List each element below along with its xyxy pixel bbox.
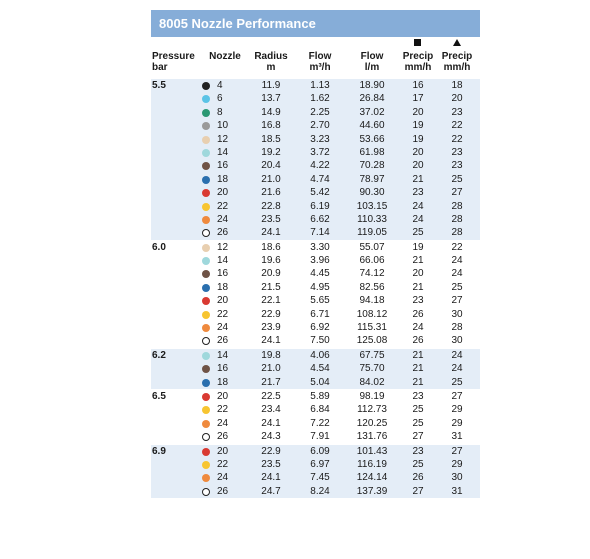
table-row bbox=[151, 403, 480, 416]
nozzle-size: 22 bbox=[217, 404, 229, 416]
precip-triangle-value: 29 bbox=[451, 417, 463, 429]
nozzle-color-icon bbox=[202, 365, 210, 373]
square-icon bbox=[414, 39, 421, 46]
flow-m3h-value: 5.89 bbox=[310, 390, 330, 402]
flow-m3h-value: 7.22 bbox=[310, 417, 330, 429]
flow-lm-value: 44.60 bbox=[359, 120, 385, 132]
flow-lm-value: 103.15 bbox=[356, 200, 388, 212]
precip-triangle-value: 25 bbox=[451, 281, 463, 293]
radius-value: 22.5 bbox=[261, 390, 281, 402]
table-row bbox=[151, 445, 480, 458]
header-radius-label: Radius bbox=[254, 51, 288, 62]
precip-square-value: 27 bbox=[412, 485, 424, 497]
header-precip-square-label: Precip bbox=[402, 51, 434, 62]
flow-m3h-value: 5.04 bbox=[310, 376, 330, 388]
header-flow-lm-label: Flow bbox=[360, 51, 384, 62]
table-body bbox=[151, 79, 480, 498]
flow-lm-value: 78.97 bbox=[359, 173, 385, 185]
flow-lm-value: 84.02 bbox=[359, 376, 385, 388]
flow-lm-value: 108.12 bbox=[356, 308, 388, 320]
radius-value: 20.9 bbox=[261, 268, 281, 280]
flow-m3h-value: 3.72 bbox=[310, 146, 330, 158]
precip-triangle-value: 27 bbox=[451, 295, 463, 307]
table-row bbox=[151, 226, 480, 239]
flow-lm-value: 26.84 bbox=[359, 93, 385, 105]
nozzle-color-icon bbox=[202, 216, 210, 224]
flow-m3h-value: 6.92 bbox=[310, 322, 330, 334]
nozzle-color-icon bbox=[202, 270, 210, 278]
table-row bbox=[151, 173, 480, 186]
precip-square-value: 23 bbox=[412, 295, 424, 307]
flow-m3h-value: 5.65 bbox=[310, 295, 330, 307]
nozzle-size: 6 bbox=[217, 93, 223, 105]
flow-m3h-value: 1.62 bbox=[310, 93, 330, 105]
precip-triangle-value: 27 bbox=[451, 445, 463, 457]
table-row bbox=[151, 241, 480, 254]
table-row bbox=[151, 458, 480, 471]
flow-m3h-value: 4.45 bbox=[310, 268, 330, 280]
pressure-group bbox=[151, 348, 480, 389]
header-precip-triangle bbox=[440, 51, 474, 73]
pressure-group bbox=[151, 444, 480, 499]
nozzle-color-icon bbox=[202, 311, 210, 319]
radius-value: 21.0 bbox=[261, 363, 281, 375]
flow-m3h-value: 4.06 bbox=[310, 349, 330, 361]
pressure-group bbox=[151, 240, 480, 348]
table-row bbox=[151, 254, 480, 267]
precip-triangle-value: 25 bbox=[451, 173, 463, 185]
flow-lm-value: 116.19 bbox=[357, 458, 387, 470]
radius-value: 19.6 bbox=[261, 255, 281, 267]
table-row bbox=[151, 334, 480, 347]
nozzle-size: 8 bbox=[217, 106, 223, 118]
radius-value: 19.8 bbox=[261, 349, 281, 361]
flow-m3h-value: 3.23 bbox=[310, 133, 330, 145]
nozzle-color-icon bbox=[202, 149, 210, 157]
precip-triangle-value: 30 bbox=[451, 335, 463, 347]
table-row bbox=[151, 376, 480, 389]
pressure-group bbox=[151, 389, 480, 444]
precip-triangle-value: 30 bbox=[451, 308, 463, 320]
nozzle-size: 16 bbox=[217, 363, 229, 375]
header-nozzle-label: Nozzle bbox=[209, 51, 241, 62]
nozzle-color-icon bbox=[202, 109, 210, 117]
table-row bbox=[151, 485, 480, 498]
table-row bbox=[151, 213, 480, 226]
nozzle-size: 20 bbox=[217, 187, 229, 199]
header-flow-m3h-label: Flow bbox=[308, 51, 332, 62]
triangle-icon bbox=[453, 39, 461, 46]
precip-triangle-value: 27 bbox=[451, 390, 463, 402]
flow-m3h-value: 7.91 bbox=[310, 431, 330, 443]
precip-square-value: 26 bbox=[412, 335, 424, 347]
nozzle-size: 20 bbox=[217, 390, 229, 402]
precip-square-value: 21 bbox=[412, 281, 424, 293]
nozzle-size: 12 bbox=[217, 133, 229, 145]
radius-value: 23.9 bbox=[261, 322, 281, 334]
flow-lm-value: 120.25 bbox=[356, 417, 388, 429]
radius-value: 24.1 bbox=[261, 227, 281, 239]
flow-lm-value: 98.19 bbox=[359, 390, 385, 402]
flow-lm-value: 101.43 bbox=[356, 445, 388, 457]
pressure-value: 6.2 bbox=[152, 349, 166, 361]
flow-m3h-value: 6.09 bbox=[310, 445, 330, 457]
table-row bbox=[151, 119, 480, 132]
radius-value: 24.7 bbox=[261, 485, 281, 497]
nozzle-color-icon bbox=[202, 352, 210, 360]
nozzle-size: 24 bbox=[217, 472, 229, 484]
flow-m3h-value: 4.95 bbox=[310, 281, 330, 293]
table-row bbox=[151, 186, 480, 199]
nozzle-color-icon bbox=[202, 257, 210, 265]
precip-square-value: 25 bbox=[412, 458, 424, 470]
table-header bbox=[151, 37, 480, 79]
nozzle-color-icon bbox=[202, 82, 210, 90]
precip-square-value: 21 bbox=[412, 349, 424, 361]
table-row bbox=[151, 146, 480, 159]
flow-lm-value: 112.73 bbox=[357, 404, 387, 416]
nozzle-color-icon bbox=[202, 324, 210, 332]
flow-lm-value: 67.75 bbox=[359, 349, 385, 361]
flow-m3h-value: 7.50 bbox=[310, 335, 330, 347]
radius-value: 22.8 bbox=[261, 200, 281, 212]
nozzle-color-icon bbox=[202, 420, 210, 428]
header-pressure bbox=[152, 51, 195, 73]
nozzle-color-icon bbox=[202, 433, 210, 441]
table-title: 8005 Nozzle Performance bbox=[151, 10, 480, 37]
flow-lm-value: 18.90 bbox=[359, 80, 385, 91]
nozzle-size: 14 bbox=[217, 349, 229, 361]
header-flow-lm-unit: l/m bbox=[364, 62, 380, 73]
radius-value: 14.9 bbox=[261, 106, 281, 118]
flow-lm-value: 66.06 bbox=[359, 255, 385, 267]
nozzle-color-icon bbox=[202, 189, 210, 197]
nozzle-size: 14 bbox=[217, 255, 229, 267]
radius-value: 24.1 bbox=[261, 335, 281, 347]
header-precip-triangle-label: Precip bbox=[441, 51, 473, 62]
nozzle-size: 18 bbox=[217, 376, 229, 388]
flow-m3h-value: 4.74 bbox=[310, 173, 330, 185]
precip-square-value: 23 bbox=[412, 445, 424, 457]
precip-square-value: 20 bbox=[412, 146, 424, 158]
nozzle-size: 22 bbox=[217, 200, 229, 212]
flow-lm-value: 115.31 bbox=[357, 322, 387, 334]
precip-square-value: 25 bbox=[412, 417, 424, 429]
table-row bbox=[151, 79, 480, 92]
nozzle-color-icon bbox=[202, 229, 210, 237]
flow-lm-value: 119.05 bbox=[357, 227, 387, 239]
radius-value: 24.1 bbox=[261, 417, 281, 429]
nozzle-size: 4 bbox=[217, 80, 223, 91]
nozzle-color-icon bbox=[202, 488, 210, 496]
nozzle-color-icon bbox=[202, 203, 210, 211]
nozzle-size: 26 bbox=[217, 485, 229, 497]
flow-m3h-value: 6.84 bbox=[310, 404, 330, 416]
flow-lm-value: 124.14 bbox=[356, 472, 388, 484]
precip-triangle-value: 24 bbox=[451, 363, 463, 375]
flow-m3h-value: 4.22 bbox=[310, 160, 330, 172]
precip-square-value: 20 bbox=[412, 106, 424, 118]
header-precip-square bbox=[401, 51, 435, 73]
precip-triangle-value: 31 bbox=[451, 485, 463, 497]
radius-value: 22.9 bbox=[261, 308, 281, 320]
precip-triangle-value: 23 bbox=[451, 160, 463, 172]
precip-square-value: 19 bbox=[412, 133, 424, 145]
flow-lm-value: 70.28 bbox=[359, 160, 385, 172]
flow-m3h-value: 3.30 bbox=[310, 241, 330, 253]
precip-square-value: 26 bbox=[412, 472, 424, 484]
nozzle-color-icon bbox=[202, 122, 210, 130]
table-row bbox=[151, 159, 480, 172]
flow-lm-value: 37.02 bbox=[359, 106, 385, 118]
pressure-group bbox=[151, 79, 480, 240]
radius-value: 21.0 bbox=[261, 173, 281, 185]
radius-value: 11.9 bbox=[261, 80, 281, 91]
precip-triangle-value: 31 bbox=[451, 431, 463, 443]
precip-square-value: 20 bbox=[412, 160, 424, 172]
precip-square-value: 27 bbox=[412, 431, 424, 443]
nozzle-size: 24 bbox=[217, 417, 229, 429]
precip-square-value: 16 bbox=[412, 80, 424, 91]
header-radius bbox=[251, 51, 291, 73]
precip-square-value: 24 bbox=[412, 322, 424, 334]
precip-triangle-value: 28 bbox=[451, 322, 463, 334]
radius-value: 13.7 bbox=[261, 93, 281, 105]
radius-value: 22.1 bbox=[261, 295, 281, 307]
pressure-value: 6.9 bbox=[152, 445, 166, 457]
radius-value: 24.1 bbox=[261, 472, 281, 484]
radius-value: 20.4 bbox=[261, 160, 281, 172]
nozzle-size: 20 bbox=[217, 295, 229, 307]
table-row bbox=[151, 294, 480, 307]
pressure-value: 6.5 bbox=[152, 390, 166, 402]
table-row bbox=[151, 362, 480, 375]
table-row bbox=[151, 430, 480, 443]
flow-lm-value: 125.08 bbox=[356, 335, 388, 347]
table-row bbox=[151, 417, 480, 430]
flow-m3h-value: 3.96 bbox=[310, 255, 330, 267]
nozzle-size: 22 bbox=[217, 308, 229, 320]
nozzle-color-icon bbox=[202, 95, 210, 103]
flow-lm-value: 94.18 bbox=[359, 295, 385, 307]
flow-m3h-value: 7.14 bbox=[310, 227, 330, 239]
nozzle-size: 22 bbox=[217, 458, 229, 470]
table-row bbox=[151, 390, 480, 403]
nozzle-color-icon bbox=[202, 297, 210, 305]
nozzle-color-icon bbox=[202, 244, 210, 252]
precip-square-value: 19 bbox=[412, 120, 424, 132]
flow-m3h-value: 5.42 bbox=[310, 187, 330, 199]
header-pressure-label: Pressure bbox=[152, 51, 195, 62]
pressure-value: 5.5 bbox=[152, 80, 166, 91]
header-pressure-unit: bar bbox=[152, 62, 168, 73]
flow-lm-value: 137.39 bbox=[356, 485, 388, 497]
precip-square-value: 24 bbox=[412, 213, 424, 225]
nozzle-size: 26 bbox=[217, 431, 229, 443]
precip-square-value: 21 bbox=[412, 255, 424, 267]
flow-m3h-value: 6.97 bbox=[310, 458, 330, 470]
pressure-value: 6.0 bbox=[152, 241, 166, 253]
precip-triangle-value: 28 bbox=[451, 200, 463, 212]
radius-value: 23.5 bbox=[261, 458, 281, 470]
radius-value: 21.6 bbox=[261, 187, 281, 199]
precip-square-value: 21 bbox=[412, 363, 424, 375]
header-nozzle bbox=[202, 51, 248, 62]
table-row bbox=[151, 92, 480, 105]
flow-lm-value: 82.56 bbox=[359, 281, 385, 293]
flow-lm-value: 75.70 bbox=[359, 363, 385, 375]
nozzle-color-icon bbox=[202, 393, 210, 401]
radius-value: 21.7 bbox=[261, 376, 281, 388]
precip-triangle-value: 23 bbox=[451, 146, 463, 158]
radius-value: 24.3 bbox=[261, 431, 281, 443]
table-row bbox=[151, 349, 480, 362]
nozzle-color-icon bbox=[202, 379, 210, 387]
flow-lm-value: 55.07 bbox=[359, 241, 385, 253]
table-row bbox=[151, 106, 480, 119]
precip-triangle-value: 29 bbox=[451, 404, 463, 416]
nozzle-size: 10 bbox=[217, 120, 229, 132]
precip-square-value: 21 bbox=[412, 173, 424, 185]
precip-square-value: 26 bbox=[412, 308, 424, 320]
flow-m3h-value: 4.54 bbox=[310, 363, 330, 375]
radius-value: 16.8 bbox=[261, 120, 281, 132]
precip-triangle-value: 24 bbox=[451, 268, 463, 280]
precip-triangle-value: 27 bbox=[451, 187, 463, 199]
table-row bbox=[151, 471, 480, 484]
flow-lm-value: 61.98 bbox=[359, 146, 385, 158]
precip-triangle-value: 22 bbox=[451, 120, 463, 132]
nozzle-size: 24 bbox=[217, 322, 229, 334]
flow-lm-value: 90.30 bbox=[359, 187, 385, 199]
header-flow-m3h bbox=[298, 51, 342, 73]
precip-square-value: 23 bbox=[412, 390, 424, 402]
precip-square-value: 25 bbox=[412, 227, 424, 239]
nozzle-color-icon bbox=[202, 176, 210, 184]
nozzle-size: 24 bbox=[217, 213, 229, 225]
radius-value: 22.9 bbox=[261, 445, 281, 457]
nozzle-color-icon bbox=[202, 337, 210, 345]
precip-triangle-value: 24 bbox=[451, 349, 463, 361]
radius-value: 23.4 bbox=[261, 404, 281, 416]
flow-lm-value: 110.33 bbox=[357, 213, 387, 225]
flow-m3h-value: 2.70 bbox=[310, 120, 330, 132]
precip-triangle-value: 24 bbox=[451, 255, 463, 267]
precip-square-value: 25 bbox=[412, 404, 424, 416]
nozzle-color-icon bbox=[202, 136, 210, 144]
precip-triangle-value: 30 bbox=[451, 472, 463, 484]
flow-m3h-value: 6.19 bbox=[310, 200, 330, 212]
nozzle-color-icon bbox=[202, 474, 210, 482]
nozzle-size: 26 bbox=[217, 335, 229, 347]
flow-m3h-value: 7.45 bbox=[310, 472, 330, 484]
header-flow-lm bbox=[347, 51, 397, 73]
nozzle-size: 18 bbox=[217, 281, 229, 293]
nozzle-size: 18 bbox=[217, 173, 229, 185]
flow-m3h-value: 1.13 bbox=[310, 80, 330, 91]
flow-m3h-value: 6.62 bbox=[310, 213, 330, 225]
precip-square-value: 20 bbox=[412, 268, 424, 280]
precip-square-value: 24 bbox=[412, 200, 424, 212]
flow-lm-value: 131.76 bbox=[356, 431, 388, 443]
precip-triangle-value: 22 bbox=[451, 133, 463, 145]
precip-triangle-value: 18 bbox=[451, 80, 463, 91]
nozzle-color-icon bbox=[202, 461, 210, 469]
table-row bbox=[151, 281, 480, 294]
flow-lm-value: 74.12 bbox=[359, 268, 385, 280]
precip-square-value: 21 bbox=[412, 376, 424, 388]
table-row bbox=[151, 267, 480, 280]
nozzle-size: 16 bbox=[217, 160, 229, 172]
nozzle-size: 14 bbox=[217, 146, 229, 158]
table-row bbox=[151, 321, 480, 334]
nozzle-color-icon bbox=[202, 162, 210, 170]
nozzle-color-icon bbox=[202, 448, 210, 456]
table-row bbox=[151, 133, 480, 146]
precip-triangle-value: 28 bbox=[451, 213, 463, 225]
precip-triangle-value: 29 bbox=[451, 458, 463, 470]
nozzle-size: 26 bbox=[217, 227, 229, 239]
precip-square-value: 23 bbox=[412, 187, 424, 199]
precip-triangle-value: 22 bbox=[451, 241, 463, 253]
flow-m3h-value: 2.25 bbox=[310, 106, 330, 118]
nozzle-size: 20 bbox=[217, 445, 229, 457]
nozzle-color-icon bbox=[202, 406, 210, 414]
table-row bbox=[151, 308, 480, 321]
header-precip-triangle-unit: mm/h bbox=[443, 62, 471, 73]
radius-value: 18.5 bbox=[261, 133, 281, 145]
nozzle-size: 12 bbox=[217, 241, 229, 253]
radius-value: 19.2 bbox=[261, 146, 281, 158]
flow-m3h-value: 8.24 bbox=[310, 485, 330, 497]
radius-value: 23.5 bbox=[261, 213, 281, 225]
radius-value: 18.6 bbox=[261, 241, 281, 253]
flow-m3h-value: 6.71 bbox=[310, 308, 330, 320]
flow-lm-value: 53.66 bbox=[359, 133, 385, 145]
precip-triangle-value: 25 bbox=[451, 376, 463, 388]
precip-square-value: 17 bbox=[412, 93, 424, 105]
precip-square-value: 19 bbox=[412, 241, 424, 253]
header-precip-square-unit: mm/h bbox=[404, 62, 432, 73]
precip-triangle-value: 28 bbox=[451, 227, 463, 239]
header-flow-m3h-unit: m³/h bbox=[309, 62, 331, 73]
nozzle-color-icon bbox=[202, 284, 210, 292]
table-row bbox=[151, 200, 480, 213]
nozzle-size: 16 bbox=[217, 268, 229, 280]
precip-triangle-value: 23 bbox=[451, 106, 463, 118]
header-radius-unit: m bbox=[266, 62, 276, 73]
nozzle-performance-table bbox=[151, 10, 480, 498]
precip-triangle-value: 20 bbox=[451, 93, 463, 105]
radius-value: 21.5 bbox=[261, 281, 281, 293]
